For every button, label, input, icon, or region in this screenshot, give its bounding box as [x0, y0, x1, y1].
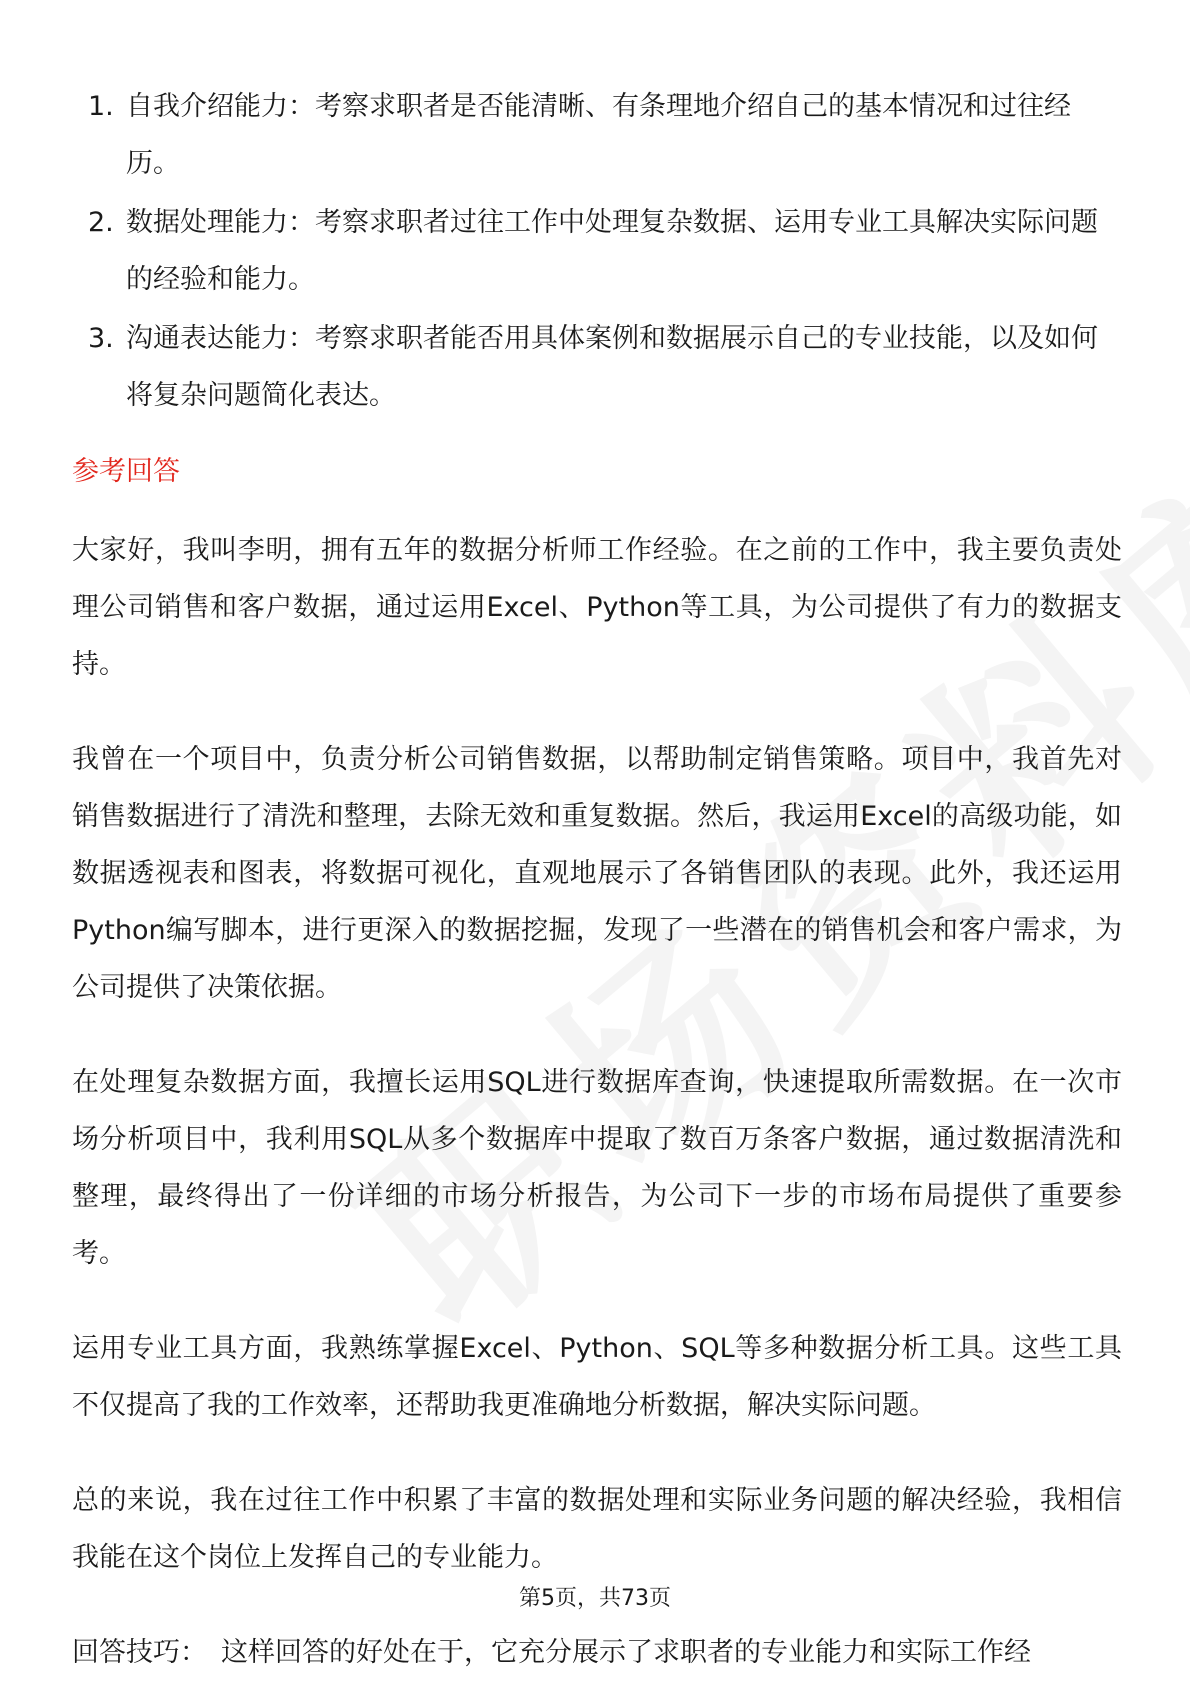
list-item: [72, 194, 1122, 308]
answer-paragraph: 大家好，我叫李明，拥有五年的数据分析师工作经验。在之前的工作中，我主要负责处理公司销售和客户数据，通过运用Excel、Python等工具，为公司提供了有力的数据支持。: [72, 535, 1122, 680]
criteria-list: [72, 78, 1122, 424]
list-text: 数据处理能力：考察求职者过往工作中处理复杂数据、运用专业工具解决实际问题的经验和能力。: [126, 207, 1098, 295]
list-number: 2.: [88, 207, 114, 238]
answer-paragraph: 我曾在一个项目中，负责分析公司销售数据，以帮助制定销售策略。项目中，我首先对销售数据进行了清洗和整理，去除无效和重复数据。然后，我运用Excel的高级功能，如数据透视表和图表，将数据可视化，直观地展示了各销售团队的表现。此外，我还运用Python编写脚本，进行更深入的数据挖掘，发现了一些潜在的销售机会和客户需求，为公司提供了决策依据。: [72, 744, 1122, 1003]
list-number: 3.: [88, 323, 114, 354]
tips-text: 这样回答的好处在于，它充分展示了求职者的专业能力和实际工作经: [221, 1637, 1031, 1668]
answer-paragraph: 运用专业工具方面，我熟练掌握Excel、Python、SQL等多种数据分析工具。这些工具不仅提高了我的工作效率，还帮助我更准确地分析数据，解决实际问题。: [72, 1333, 1122, 1421]
answer-tips: [72, 1624, 1122, 1681]
answer-paragraph: 在处理复杂数据方面，我擅长运用SQL进行数据库查询，快速提取所需数据。在一次市场分析项目中，我利用SQL从多个数据库中提取了数百万条客户数据，通过数据清洗和整理，最终得出了一份详细的市场分析报告，为公司下一步的市场布局提供了重要参考。: [72, 1067, 1122, 1269]
document-body: [72, 78, 1122, 1681]
page-number: 第5页，共73页: [519, 1586, 671, 1611]
list-number: 1.: [88, 91, 114, 122]
list-text: 自我介绍能力：考察求职者是否能清晰、有条理地介绍自己的基本情况和过往经历。: [126, 91, 1071, 179]
list-text: 沟通表达能力：考察求职者能否用具体案例和数据展示自己的专业技能，以及如何将复杂问题简化表达。: [126, 323, 1098, 411]
answer-paragraph: 总的来说，我在过往工作中积累了丰富的数据处理和实际业务问题的解决经验，我相信我能在这个岗位上发挥自己的专业能力。: [72, 1485, 1122, 1573]
reference-answer-heading: 参考回答: [72, 456, 180, 487]
list-item: [72, 78, 1122, 192]
tips-label: 回答技巧：: [72, 1637, 207, 1668]
list-item: [72, 310, 1122, 424]
